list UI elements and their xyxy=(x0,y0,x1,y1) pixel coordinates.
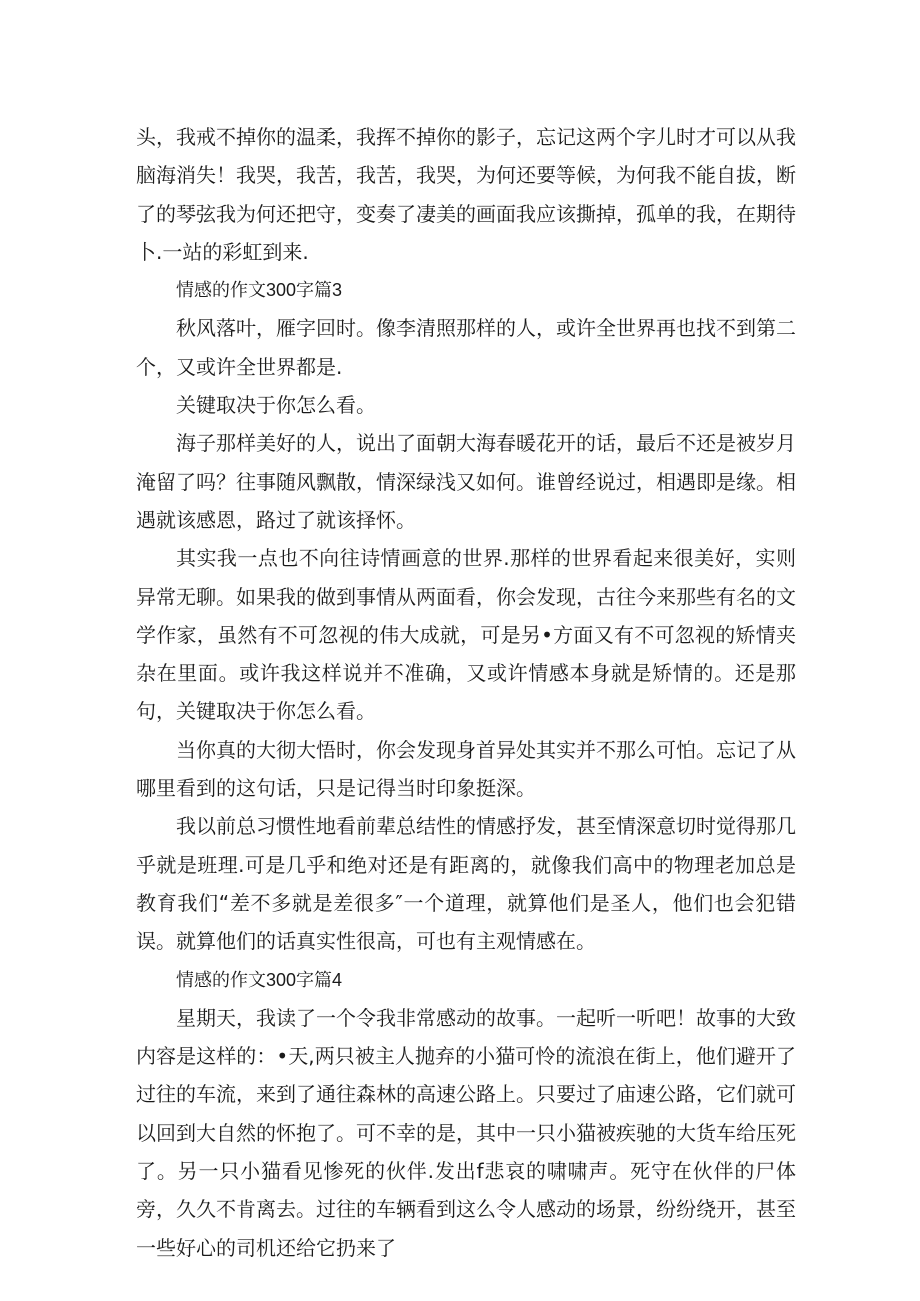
section-heading-3: 情感的作文300字篇3 xyxy=(176,280,343,301)
paragraph: 秋风落叶，雁字回时。像李清照那样的人，或许全世界再也找不到第二个，又或许全世界都是. xyxy=(136,316,796,379)
paragraph-continuation: 头，我戒不掉你的温柔，我挥不掉你的影子，忘记这两个字儿时才可以从我脑海消失！我哭，我苦，我苦，我哭，为何还要等候，为何我不能自拔，断了的琴弦我为何还把守，变奏了凄美的画面我应该撕掉，孤单的我，在期待卜.一站的彩虹到来. xyxy=(136,125,796,264)
paragraph: 星期天，我读了一个令我非常感动的故事。一起听一听吧！故事的大致内容是这样的：•天,两只被主人抛弃的小猫可怜的流浪在街上，他们避开了过往的车流，来到了通往森林的高速公路上。只要过了庙速公路，它们就可以回到大自然的怀抱了。可不幸的是，其中一只小猫被疾驰的大货车给压死了。另一只小猫看见惨死的伙伴.发出f悲哀的啸啸声。死守在伙伴的尸体旁，久久不肯离去。过往的车辆看到这么令人感动的场景，纷纷绕开，甚至一些好心的司机还给它扔来了 xyxy=(136,1005,796,1260)
document-body xyxy=(136,118,796,1267)
paragraph: 其实我一点也不向往诗情画意的世界.那样的世界看起来很美好，实则异常无聊。如果我的做到事情从两面看，你会发现，古往今来那些有名的文学作家，虽然有不可忽视的伟大成就，可是另•方面又有不可忽视的矫情夹杂在里面。或许我这样说并不准确，又或许情感本身就是矫情的。还是那句，关键取决于你怎么看。 xyxy=(136,546,796,724)
paragraph: 关键取决于你怎么看。 xyxy=(176,393,376,418)
section-heading-4: 情感的作文300字篇4 xyxy=(176,969,343,990)
paragraph: 我以前总习惯性地看前辈总结性的情感抒发，甚至情深意切时觉得那几乎就是班理.可是几乎和绝对还是有距离的，就像我们高中的物理老加总是教育我们“差不多就是差很多″一个道理，就算他们是圣人，他们也会犯错误。就算他们的话真实性很高，可也有主观情感在。 xyxy=(136,814,796,954)
paragraph: 当你真的大彻大悟时，你会发现身首异处其实并不那么可怕。忘记了从哪里看到的这句话，只是记得当时印象挺深。 xyxy=(136,737,796,801)
paragraph: 海子那样美好的人，说出了面朝大海春暖花开的话，最后不还是被岁月淹留了吗？往事随风飘散，情深绿浅又如何。谁曾经说过，相遇即是缘。相遇就该感恩，路过了就该择怀。 xyxy=(136,431,796,532)
